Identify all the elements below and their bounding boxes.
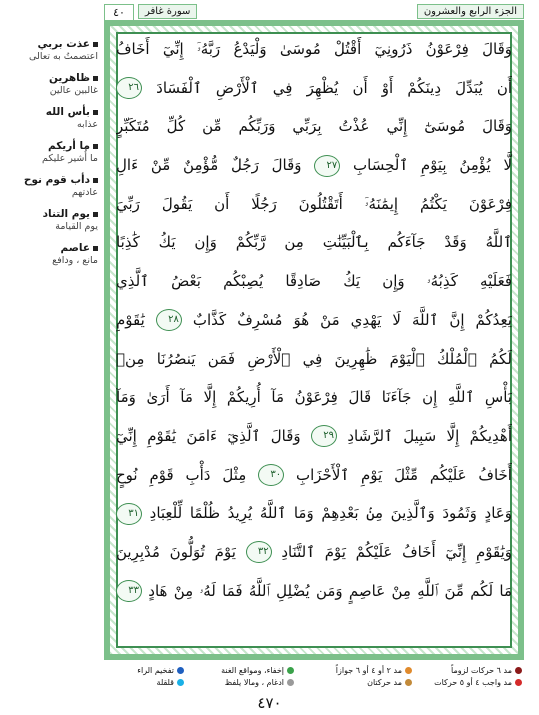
glossary-word: ظاهرين bbox=[48, 72, 90, 84]
line-text: لَّا يُؤْمِنُ بِيَوْمِ ٱلْحِسَابِ bbox=[353, 156, 512, 175]
line-text: مَا لَكُم مِّنَ ٱللَّهِ مِنْ عَاصِمٍ وَمَن يُضْلِلِ ٱللَّهُ فَمَا لَهُۥ مِنْ هَادٍ bbox=[148, 581, 512, 600]
legend-swatch bbox=[515, 679, 522, 686]
bullet-icon bbox=[93, 76, 98, 81]
line-text: فَعَلَيْهِ كَذِبُهُۥ وَإِن يَكُ صَادِقًا يُصِبْكُم بَعْضُ ٱلَّذِي bbox=[116, 272, 512, 291]
line-text: وَيَٰقَوْمِ إِنِّيٓ أَخَافُ عَلَيْكُمْ يَوْمَ ٱلتَّنَادِ bbox=[281, 542, 512, 561]
glossary-item bbox=[2, 38, 98, 63]
bullet-icon bbox=[93, 246, 98, 251]
glossary-definition: اعتصمتُ به تعالى bbox=[29, 51, 98, 62]
line-text: لَكُمُ ٱلْمُلْكُ ٱلْيَوْمَ ظَٰهِرِينَ فِي ٱلْأَرْضِ فَمَن يَنصُرُنَا مِنۢ bbox=[116, 349, 512, 368]
line-text-after: وَقَالَ ٱلَّذِيٓ ءَامَنَ يَٰقَوْمِ إِنِّيٓ bbox=[116, 426, 301, 445]
legend-item: مد ٦ حركات لزوماً bbox=[451, 666, 522, 675]
glossary-definition: غالبين عالين bbox=[49, 85, 98, 96]
line-text: أَهْدِيكُمْ إِلَّا سَبِيلَ ٱلرَّشَادِ bbox=[347, 426, 512, 445]
line-text: أَن يُبَدِّلَ دِينَكُمْ أَوْ أَن يُظْهِرَ فِي ٱلْأَرْضِ ٱلْفَسَادَ bbox=[156, 78, 512, 97]
surah-title: سورة غافر bbox=[138, 4, 197, 19]
ayah-number-marker: ٣٣ bbox=[116, 580, 142, 602]
ayah-number-marker: ٣٠ bbox=[258, 464, 284, 486]
glossary-column bbox=[2, 38, 98, 276]
glossary-definition: ما أُشير عليكم bbox=[42, 153, 98, 164]
line-text-after: يَوْمَ تُوَلُّونَ مُدْبِرِينَ bbox=[116, 542, 236, 561]
glossary-word: عاصم bbox=[60, 242, 90, 254]
line-text: فِرْعَوْنَ يَكْتُمُ إِيمَٰنَهُۥٓ أَتَقْتُلُونَ رَجُلًا أَن يَقُولَ رَبِّيَ bbox=[116, 194, 512, 213]
legend-item: قلقلة bbox=[157, 678, 184, 687]
glossary-definition: يوم القيامة bbox=[55, 221, 98, 232]
ayah-number-marker: ٢٩ bbox=[311, 425, 337, 447]
quran-text-block bbox=[116, 30, 512, 650]
text-line bbox=[116, 378, 512, 417]
line-text: بَأْسِ ٱللَّهِ إِن جَآءَنَا قَالَ فِرْعَوْنُ مَآ أُرِيكُمْ إِلَّا مَآ أَرَىٰ وَمَآ bbox=[116, 388, 512, 407]
glossary-definition: عادتهم bbox=[71, 187, 98, 198]
legend-item: إخفاء، ومواقع الغنة bbox=[221, 666, 294, 675]
legend-swatch bbox=[405, 679, 412, 686]
glossary-word: دأب قوم نوح bbox=[23, 174, 90, 186]
line-text: وَقَالَ مُوسَىٰٓ إِنِّي عُذْتُ بِرَبِّي وَرَبِّكُم مِّن كُلِّ مُتَكَبِّرٍ bbox=[116, 117, 512, 136]
line-text: وَعَادٍ وَثَمُودَ وَٱلَّذِينَ مِنۢ بَعْدِهِمْ وَمَا ٱللَّهُ يُرِيدُ ظُلْمًا لِّلْعِبَادِ bbox=[149, 504, 512, 523]
legend-swatch bbox=[287, 667, 294, 674]
glossary-item bbox=[2, 72, 98, 97]
glossary-item bbox=[2, 174, 98, 199]
glossary-item bbox=[2, 242, 98, 267]
text-line bbox=[116, 107, 512, 146]
legend-item: مد واجب ٤ أو ٥ حركات bbox=[434, 678, 522, 687]
bullet-icon bbox=[93, 110, 98, 115]
legend-swatch bbox=[287, 679, 294, 686]
legend-item: مد ٢ أو ٤ أو ٦ جوازاً bbox=[336, 666, 412, 675]
surah-number: ٤٠ bbox=[104, 4, 134, 22]
glossary-definition: عذابه bbox=[76, 119, 98, 130]
legend-item: تفخيم الراء bbox=[137, 666, 184, 675]
glossary-item bbox=[2, 208, 98, 233]
text-line bbox=[116, 572, 512, 611]
glossary-item bbox=[2, 140, 98, 165]
line-text-after: وَقَالَ رَجُلٌ مُّؤْمِنٌ مِّنْ ءَالِ bbox=[116, 156, 302, 175]
glossary-word: عذت بربي bbox=[37, 38, 90, 50]
page-number: ٤٧٠ bbox=[257, 694, 282, 712]
glossary-word: بأس الله bbox=[45, 106, 90, 118]
ayah-number-marker: ٢٦ bbox=[116, 77, 142, 99]
glossary-definition: مانع ، ودافع bbox=[52, 255, 98, 266]
glossary-word: يوم التناد bbox=[42, 208, 90, 220]
text-line bbox=[116, 456, 512, 495]
legend-swatch bbox=[515, 667, 522, 674]
text-line bbox=[116, 146, 512, 185]
line-text: وَقَالَ فِرْعَوْنُ ذَرُونِيٓ أَقْتُلْ مُوسَىٰ وَلْيَدْعُ رَبَّهُۥٓ إِنِّيٓ أَخَافُ bbox=[116, 40, 512, 58]
line-text: يَعِدُكُمْ إِنَّ ٱللَّهَ لَا يَهْدِي مَنْ هُوَ مُسْرِفٌ كَذَّابٌ bbox=[192, 310, 512, 329]
glossary-item bbox=[2, 106, 98, 131]
legend-swatch bbox=[405, 667, 412, 674]
text-line bbox=[116, 185, 512, 224]
bullet-icon bbox=[93, 178, 98, 183]
legend-item: مد حركتان bbox=[367, 678, 412, 687]
text-line bbox=[116, 340, 512, 379]
line-text: أَخَافُ عَلَيْكُم مِّثْلَ يَوْمِ ٱلْأَحْزَابِ bbox=[295, 465, 512, 484]
legend-swatch bbox=[177, 679, 184, 686]
text-line bbox=[116, 69, 512, 108]
bullet-icon bbox=[93, 42, 98, 47]
line-text: ٱللَّهُ وَقَدْ جَآءَكُم بِٱلْبَيِّنَٰتِ مِن رَّبِّكُمْ وَإِن يَكُ كَٰذِبًا bbox=[116, 233, 512, 252]
legend-swatch bbox=[177, 667, 184, 674]
ayah-number-marker: ٢٨ bbox=[156, 309, 182, 331]
ayah-number-marker: ٣٢ bbox=[246, 541, 272, 563]
legend-item: ادغام ، ومالا يلفظ bbox=[225, 678, 294, 687]
bullet-icon bbox=[93, 144, 98, 149]
bullet-icon bbox=[93, 212, 98, 217]
ayah-number-marker: ٣١ bbox=[116, 503, 142, 525]
line-text-after: يَٰقَوْمِ bbox=[116, 310, 145, 329]
text-line bbox=[116, 223, 512, 262]
text-line bbox=[116, 417, 512, 456]
tajweed-legend bbox=[104, 664, 524, 692]
glossary-word: ما أريكم bbox=[47, 140, 90, 152]
text-line bbox=[116, 494, 512, 533]
ayah-number-marker: ٢٧ bbox=[314, 155, 340, 177]
text-line bbox=[116, 262, 512, 301]
juz-title: الجزء الرابع والعشرون bbox=[417, 4, 524, 19]
text-line bbox=[116, 30, 512, 69]
line-text-after: مِثْلَ دَأْبِ قَوْمِ نُوحٍ bbox=[116, 465, 247, 484]
text-line bbox=[116, 301, 512, 340]
text-line bbox=[116, 533, 512, 572]
